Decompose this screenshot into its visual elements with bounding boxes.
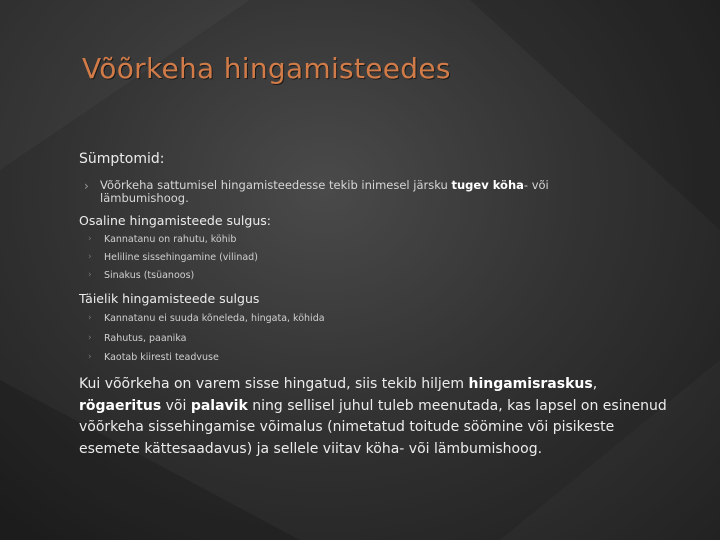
chevron-icon: ›	[88, 252, 92, 262]
slide-title: Võõrkeha hingamisteedes	[82, 52, 451, 85]
bullet-text: Sümptomid:	[79, 151, 165, 167]
bullet-text: Osaline hingamisteede sulgus:	[79, 213, 271, 228]
bullet-complete-obstruction	[63, 291, 259, 306]
chevron-icon: ›	[84, 179, 89, 193]
chevron-icon: ›	[88, 333, 92, 343]
bullet-text: Täielik hingamisteede sulgus	[79, 291, 260, 306]
list-item: › Kannatanu ei suuda kõneleda, hingata, köhida	[88, 313, 325, 324]
chevron-icon: ›	[88, 313, 92, 323]
list-item: › Rahutus, paanika	[88, 333, 187, 344]
list-item: › Heliline sissehingamine (vilinad)	[88, 252, 258, 263]
chevron-icon: ›	[88, 352, 92, 362]
sub-bullet-text: Võõrkeha sattumisel hingamisteedesse tekib inimesel järsku tugev köha- või lämbumishoog.	[100, 178, 549, 205]
list-item: › Kannatanu on rahutu, köhib	[88, 234, 237, 245]
chevron-icon: ›	[88, 234, 92, 244]
sub-bullet-symptom-desc	[84, 179, 549, 205]
paragraph-text: Kui võõrkeha on varem sisse hingatud, siis tekib hiljem hingamisraskus, rögaeritus või palavik ning sellisel juhul tuleb meenutada, kas lapsel on esinenud võõrkeha sissehingamise võimalus (nimetatud toitude söömine või pisikeste esemete kättesaadavus) ja sellele viitav köha- või lämbumishoog.	[79, 376, 667, 457]
bullet-icon	[63, 374, 79, 377]
bullet-delayed-symptoms	[63, 374, 669, 460]
bullet-partial-obstruction	[63, 213, 271, 228]
list-item: › Kaotab kiiresti teadvuse	[88, 352, 219, 363]
bullet-symptoms	[63, 151, 164, 167]
list-item: › Sinakus (tsüanoos)	[88, 270, 195, 281]
chevron-icon: ›	[88, 270, 92, 280]
